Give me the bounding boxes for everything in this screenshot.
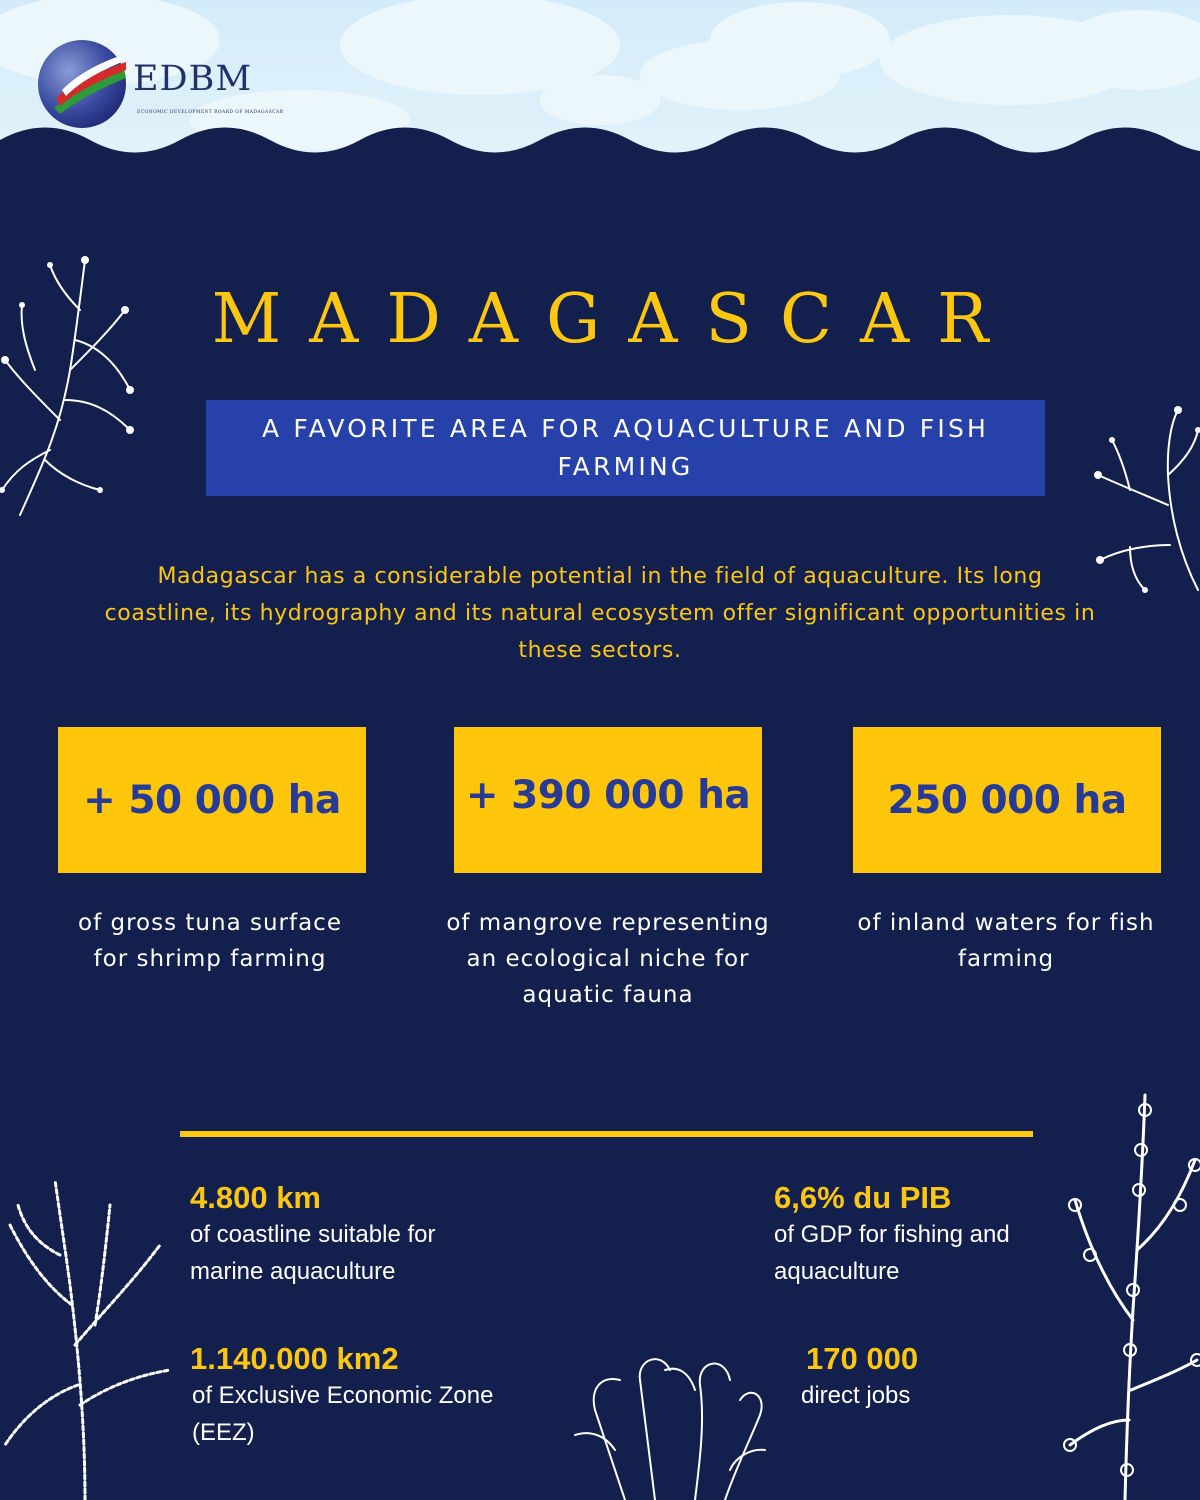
stat-value: + 50 000 ha: [83, 777, 341, 823]
subtitle-text: A FAVORITE AREA FOR AQUACULTURE AND FISH FARMING: [261, 414, 990, 481]
coral-icon: [1090, 405, 1200, 595]
edbm-logo[interactable]: [36, 38, 284, 133]
coral-icon: [565, 1340, 780, 1500]
fact-description-eez: of Exclusive Economic Zone (EEZ): [192, 1382, 494, 1446]
fact-value-coastline: 4.800 km: [190, 1180, 321, 1215]
fact-value-jobs: 170 000: [806, 1341, 919, 1376]
fact-description-jobs: direct jobs: [801, 1382, 911, 1409]
page-title: MADAGASCAR: [211, 280, 1017, 359]
subtitle-banner: [206, 400, 1045, 496]
logo-wordmark: EDBM: [133, 59, 253, 99]
fact-description-gdp: of GDP for fishing and aquaculture: [774, 1221, 1010, 1285]
stat-description: of mangrove representing an ecological niche for aquatic fauna: [446, 910, 770, 1008]
stat-description: of inland waters for fish farming: [857, 910, 1155, 972]
stat-value: 250 000 ha: [887, 777, 1127, 823]
logo-tagline: ECONOMIC DEVELOPMENT BOARD OF MADAGASCAR: [137, 110, 284, 115]
stat-value: + 390 000 ha: [465, 772, 751, 818]
stat-box-inland-waters: [853, 727, 1161, 873]
fact-description-coastline: of coastline suitable for marine aquaculture: [190, 1221, 436, 1285]
stat-box-mangrove: [454, 727, 762, 873]
stat-box-shrimp: [58, 727, 366, 873]
intro-paragraph: Madagascar has a considerable potential in the field of aquaculture. Its long coastline, its hydrography and its natural ecosystem offer significant opportunities in these sectors.: [104, 564, 1096, 663]
stat-description: of gross tuna surface for shrimp farming: [78, 910, 342, 972]
coral-icon: [1055, 1090, 1200, 1500]
section-divider: [180, 1131, 1033, 1137]
fact-value-gdp: 6,6% du PIB: [774, 1180, 952, 1215]
coral-icon: [0, 1175, 175, 1500]
edbm-logo-icon: [36, 38, 128, 130]
fact-value-eez: 1.140.000 km2: [190, 1341, 399, 1376]
